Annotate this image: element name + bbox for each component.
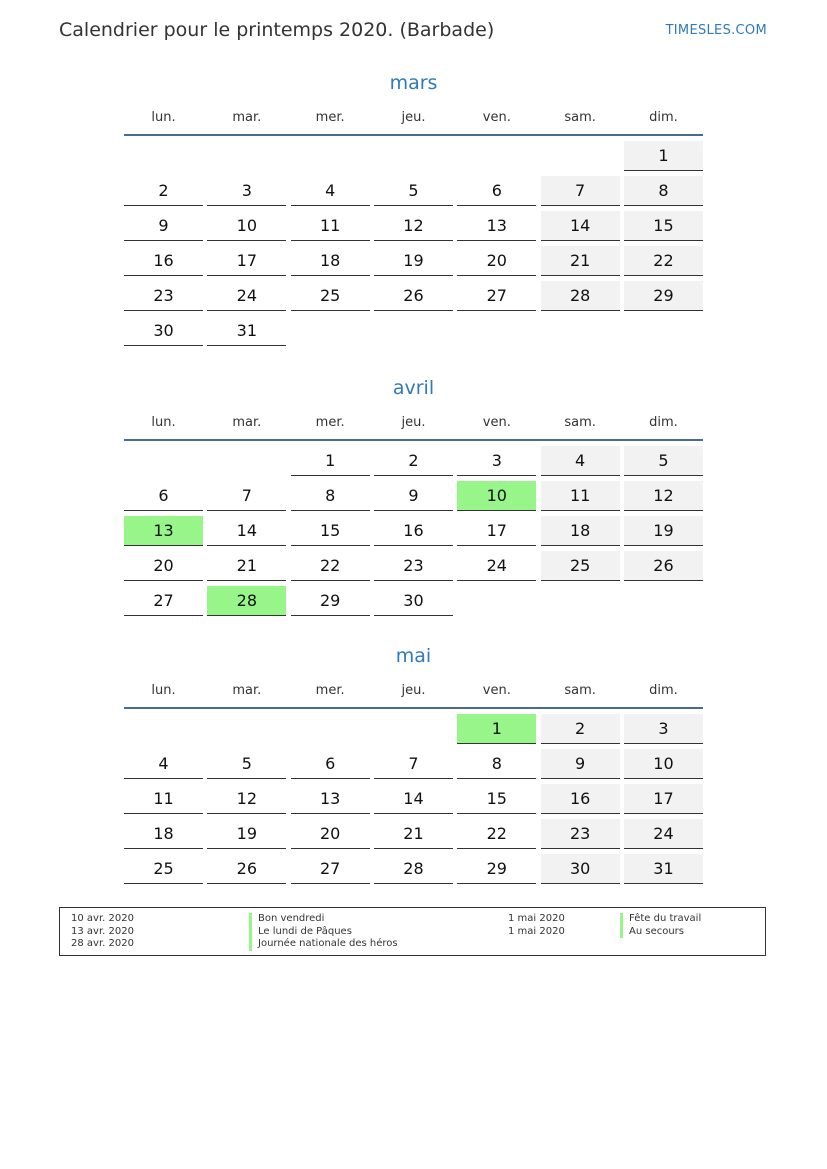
day-cell: 21 [541,246,620,276]
empty-cell [291,141,370,171]
weekday-label: lun. [151,415,176,430]
day-cell: 2 [541,714,620,744]
day-cell: 23 [374,551,453,581]
legend-names-left [249,913,398,951]
day-cell: 7 [207,481,286,511]
empty-cell [207,446,286,476]
weekday-label: sam. [564,683,596,698]
day-cell: 7 [541,176,620,206]
day-cell: 14 [541,211,620,241]
day-cell: 21 [374,819,453,849]
day-cell: 26 [374,281,453,311]
day-cell: 17 [457,516,536,546]
empty-cell [541,141,620,171]
day-cell: 10 [624,749,703,779]
day-cell: 5 [207,749,286,779]
legend-names-right [620,913,701,938]
weekday-label: sam. [564,415,596,430]
day-cell: 27 [457,281,536,311]
day-cell: 1 [291,446,370,476]
month-mai [124,643,703,884]
day-cell: 23 [541,819,620,849]
weekday-label: jeu. [401,683,426,698]
day-cell: 20 [457,246,536,276]
day-cell: 3 [624,714,703,744]
day-cell: 16 [124,246,203,276]
day-grid [124,141,703,346]
empty-cell [457,141,536,171]
day-cell: 26 [624,551,703,581]
day-cell: 19 [624,516,703,546]
day-cell: 4 [541,446,620,476]
weekday-label: ven. [482,415,511,430]
empty-cell [207,141,286,171]
day-cell: 30 [124,316,203,346]
weekday-label: mer. [315,415,345,430]
weekday-label: jeu. [401,415,426,430]
month-avril [124,375,703,616]
weekday-label: dim. [649,683,678,698]
weekday-label: ven. [482,683,511,698]
empty-cell [124,141,203,171]
day-cell: 24 [624,819,703,849]
day-cell: 25 [291,281,370,311]
weekday-header [124,678,703,709]
weekday-header [124,105,703,136]
day-cell: 4 [291,176,370,206]
legend-holiday-name: Journée nationale des héros [249,938,398,951]
day-cell: 7 [374,749,453,779]
day-cell: 22 [291,551,370,581]
day-cell: 6 [124,481,203,511]
day-cell: 11 [541,481,620,511]
day-cell: 15 [457,784,536,814]
day-cell: 12 [624,481,703,511]
empty-cell [124,714,203,744]
holiday-day-cell: 1 [457,714,536,744]
day-cell: 30 [374,586,453,616]
weekday-label: mar. [232,110,262,125]
legend-date: 13 avr. 2020 [71,925,134,937]
day-cell: 24 [207,281,286,311]
empty-cell [374,141,453,171]
day-cell: 16 [541,784,620,814]
day-cell: 21 [207,551,286,581]
day-cell: 9 [541,749,620,779]
legend-date: 1 mai 2020 [508,925,565,937]
day-cell: 2 [124,176,203,206]
day-grid [124,446,703,616]
day-cell: 14 [374,784,453,814]
day-cell: 1 [624,141,703,171]
day-cell: 28 [374,854,453,884]
day-cell: 9 [124,211,203,241]
site-link[interactable]: TIMESLES.COM [665,23,767,38]
weekday-label: lun. [151,110,176,125]
day-cell: 27 [291,854,370,884]
holiday-legend [59,907,766,956]
day-cell: 12 [207,784,286,814]
day-cell: 15 [291,516,370,546]
weekday-label: dim. [649,415,678,430]
legend-dates-right [508,913,565,938]
day-cell: 18 [124,819,203,849]
day-cell: 28 [541,281,620,311]
day-cell: 5 [374,176,453,206]
weekday-label: mer. [315,110,345,125]
weekday-label: jeu. [401,110,426,125]
day-cell: 19 [207,819,286,849]
day-cell: 18 [541,516,620,546]
weekday-label: dim. [649,110,678,125]
day-cell: 19 [374,246,453,276]
legend-date: 1 mai 2020 [508,913,565,924]
day-cell: 20 [291,819,370,849]
month-mars [124,70,703,346]
day-cell: 29 [457,854,536,884]
empty-cell [124,446,203,476]
day-cell: 11 [124,784,203,814]
day-cell: 16 [374,516,453,546]
day-cell: 11 [291,211,370,241]
day-cell: 17 [207,246,286,276]
legend-holiday-name: Bon vendredi [249,913,398,926]
day-cell: 12 [374,211,453,241]
day-cell: 25 [124,854,203,884]
day-cell: 24 [457,551,536,581]
legend-date: 28 avr. 2020 [71,938,134,949]
day-cell: 29 [624,281,703,311]
day-cell: 27 [124,586,203,616]
weekday-label: lun. [151,683,176,698]
day-cell: 10 [207,211,286,241]
day-cell: 17 [624,784,703,814]
day-cell: 4 [124,749,203,779]
day-cell: 14 [207,516,286,546]
holiday-day-cell: 13 [124,516,203,546]
legend-holiday-name: Le lundi de Pâques [249,926,398,939]
day-cell: 30 [541,854,620,884]
empty-cell [291,714,370,744]
weekday-header [124,410,703,441]
weekday-label: mar. [232,683,262,698]
day-cell: 31 [207,316,286,346]
legend-dates-left [71,913,134,951]
day-cell: 20 [124,551,203,581]
weekday-label: mar. [232,415,262,430]
day-cell: 18 [291,246,370,276]
day-cell: 15 [624,211,703,241]
day-cell: 13 [291,784,370,814]
month-title: mai [395,645,432,667]
empty-cell [374,714,453,744]
day-cell: 6 [457,176,536,206]
legend-date: 10 avr. 2020 [71,913,134,924]
day-cell: 25 [541,551,620,581]
holiday-day-cell: 10 [457,481,536,511]
day-cell: 22 [624,246,703,276]
day-cell: 8 [457,749,536,779]
day-cell: 31 [624,854,703,884]
month-title: mars [389,72,438,94]
day-cell: 26 [207,854,286,884]
empty-cell [207,714,286,744]
weekday-label: sam. [564,110,596,125]
day-cell: 9 [374,481,453,511]
legend-holiday-name: Au secours [620,926,701,939]
day-cell: 5 [624,446,703,476]
day-cell: 8 [291,481,370,511]
day-cell: 3 [457,446,536,476]
day-cell: 8 [624,176,703,206]
month-title: avril [392,377,435,399]
day-grid [124,714,703,884]
day-cell: 29 [291,586,370,616]
day-cell: 6 [291,749,370,779]
legend-holiday-name: Fête du travail [620,913,701,926]
weekday-label: mer. [315,683,345,698]
day-cell: 23 [124,281,203,311]
day-cell: 2 [374,446,453,476]
day-cell: 13 [457,211,536,241]
weekday-label: ven. [482,110,511,125]
day-cell: 22 [457,819,536,849]
day-cell: 3 [207,176,286,206]
holiday-day-cell: 28 [207,586,286,616]
page-title: Calendrier pour le printemps 2020. (Barbade) [59,19,495,41]
